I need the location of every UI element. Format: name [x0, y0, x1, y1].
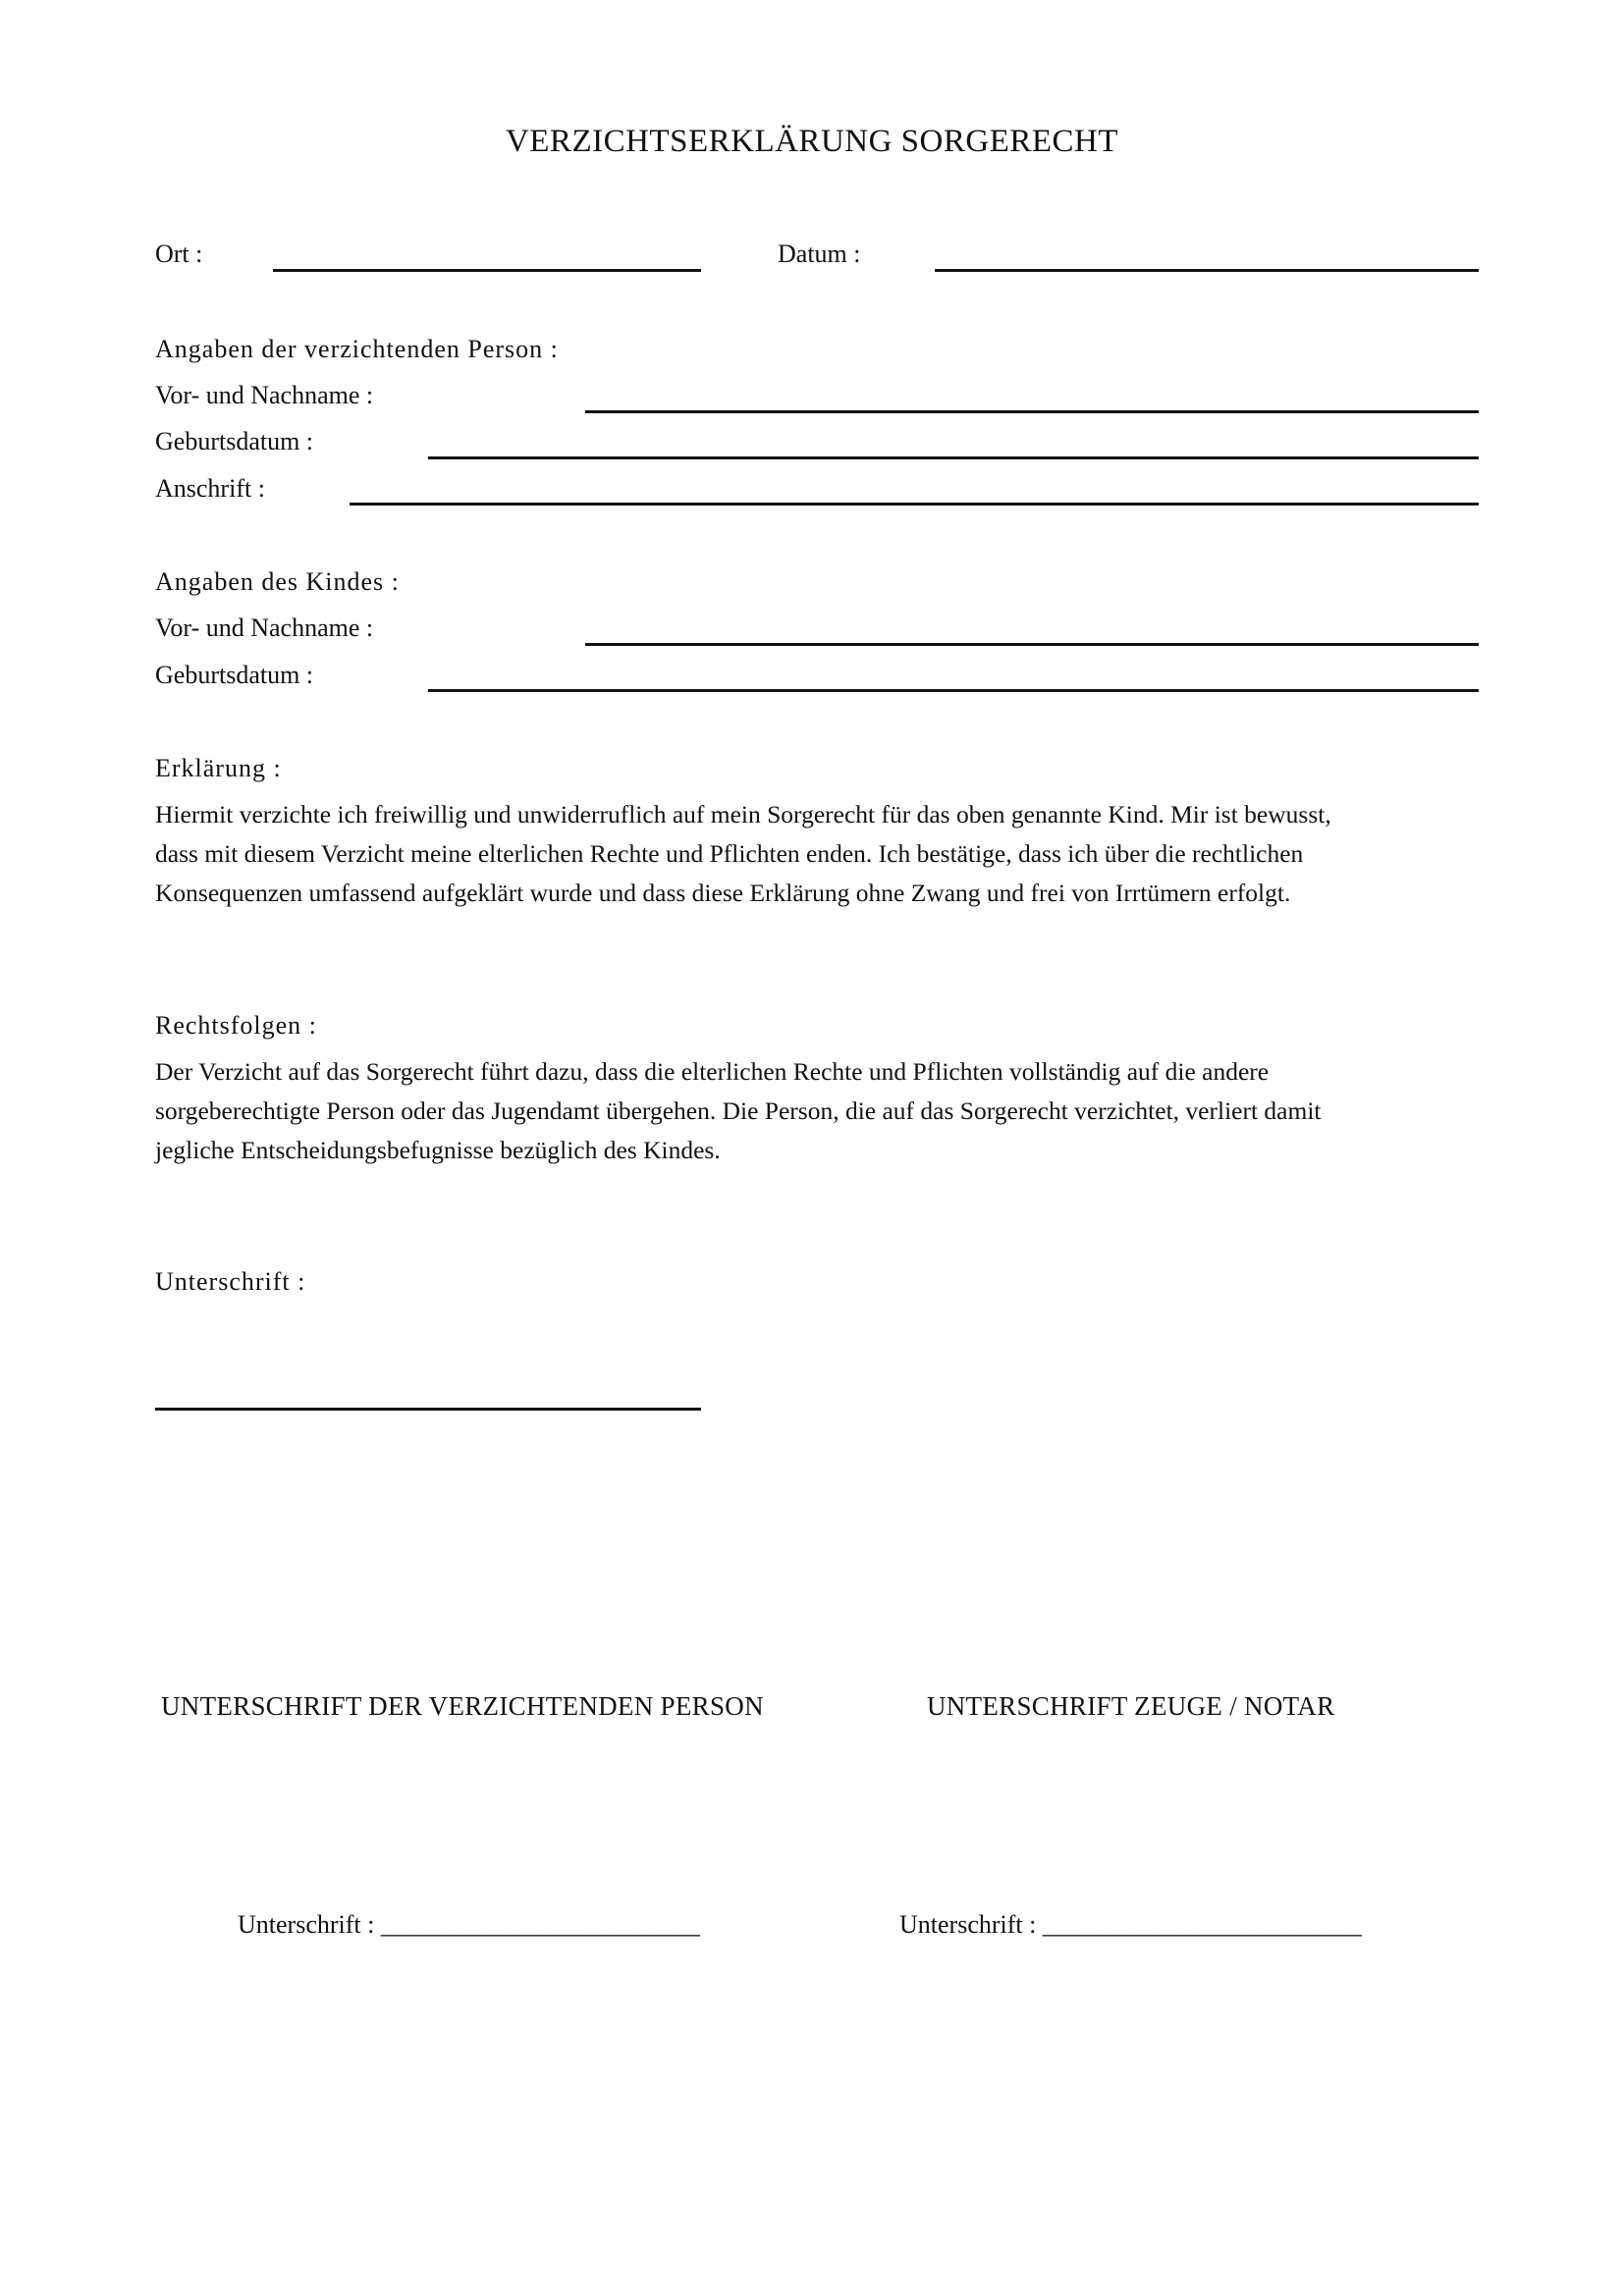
signature-block-left-line[interactable]: Unterschrift : _________________________	[238, 1910, 700, 1939]
document-title: VERZICHTSERKLÄRUNG SORGERECHT	[505, 124, 1119, 159]
declaration-line: Konsequenzen umfassend aufgeklärt wurde und dass diese Erklärung ohne Zwang und frei von Irrtümern erfolgt.	[155, 879, 1291, 907]
signature-heading: Unterschrift :	[155, 1267, 306, 1296]
place-field[interactable]	[273, 269, 701, 272]
legal-consequences-line: jegliche Entscheidungsbefugnisse bezüglich des Kindes.	[155, 1136, 721, 1164]
signature-block-left-heading: UNTERSCHRIFT DER VERZICHTENDEN PERSON	[161, 1691, 764, 1721]
child-name-field[interactable]	[585, 643, 1479, 646]
person-name-label: Vor- und Nachname :	[155, 381, 374, 409]
person-address-field[interactable]	[350, 503, 1479, 506]
person-name-field[interactable]	[585, 410, 1479, 413]
person-birthdate-field[interactable]	[428, 456, 1479, 459]
declaration-line: Hiermit verzichte ich freiwillig und unwiderruflich auf mein Sorgerecht für das oben genannte Kind. Mir ist bewusst,	[155, 800, 1331, 828]
signature-block-right-line[interactable]: Unterschrift : _________________________	[899, 1910, 1362, 1939]
child-section-heading: Angaben des Kindes :	[155, 567, 400, 596]
date-field[interactable]	[935, 269, 1479, 272]
signature-field[interactable]	[155, 1408, 701, 1411]
declaration-line: dass mit diesem Verzicht meine elterlichen Rechte und Pflichten enden. Ich bestätige, dass ich über die rechtlichen	[155, 839, 1304, 868]
legal-consequences-line: sorgeberechtigte Person oder das Jugendamt übergehen. Die Person, die auf das Sorgerecht verzichtet, verliert damit	[155, 1096, 1322, 1125]
legal-consequences-heading: Rechtsfolgen :	[155, 1011, 317, 1040]
place-label: Ort :	[155, 240, 203, 268]
date-label: Datum :	[778, 240, 861, 268]
signature-block-right-heading: UNTERSCHRIFT ZEUGE / NOTAR	[927, 1691, 1335, 1721]
child-name-label: Vor- und Nachname :	[155, 614, 374, 642]
declaration-heading: Erklärung :	[155, 754, 282, 782]
person-birthdate-label: Geburtsdatum :	[155, 427, 314, 455]
child-birthdate-label: Geburtsdatum :	[155, 661, 314, 689]
legal-consequences-text	[155, 1052, 1490, 1170]
child-birthdate-field[interactable]	[428, 689, 1479, 692]
declaration-text	[155, 795, 1490, 913]
person-section-heading: Angaben der verzichtenden Person :	[155, 335, 559, 363]
legal-consequences-line: Der Verzicht auf das Sorgerecht führt dazu, dass die elterlichen Rechte und Pflichten vollständig auf die andere	[155, 1057, 1270, 1086]
person-address-label: Anschrift :	[155, 474, 265, 503]
